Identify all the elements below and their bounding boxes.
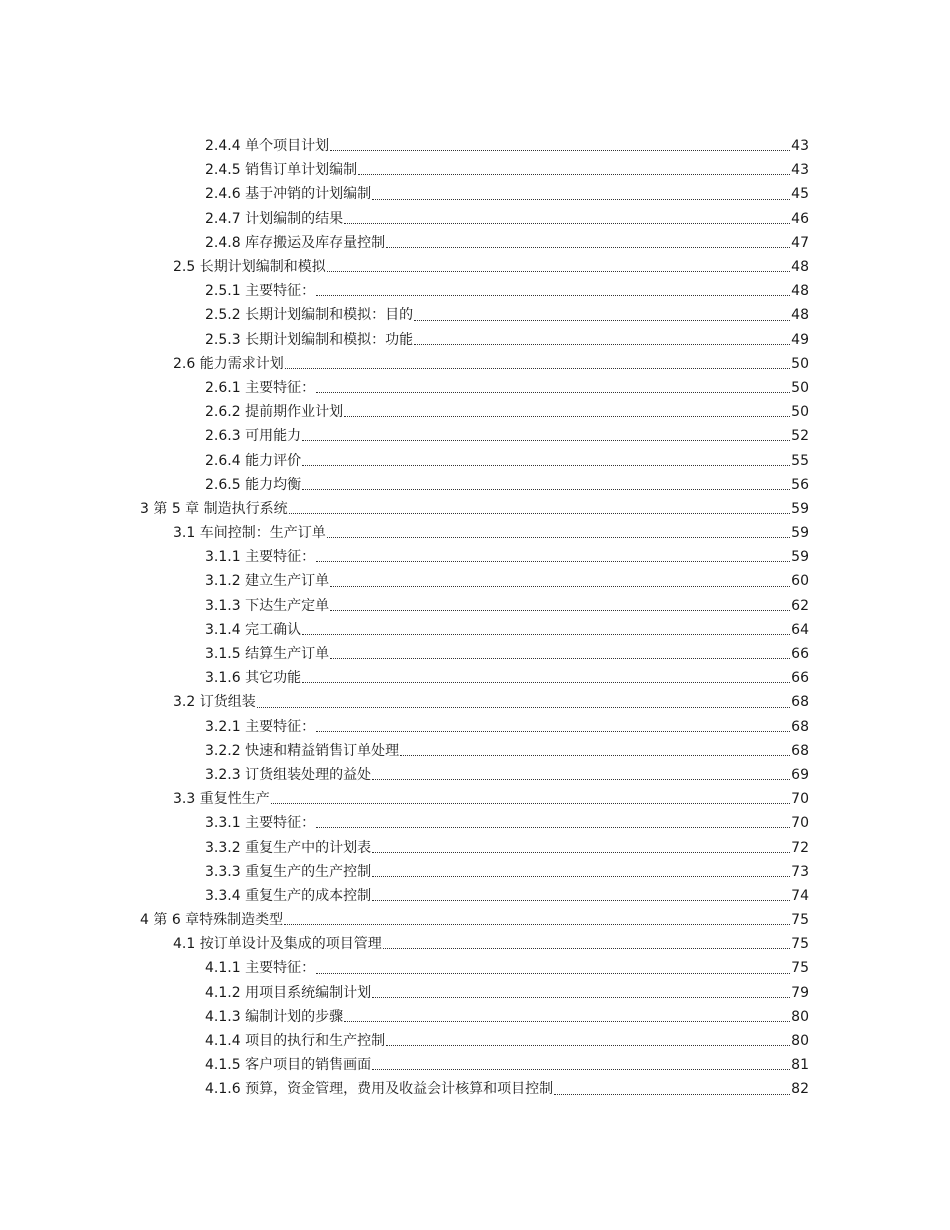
toc-entry-number: 3.2.1 bbox=[205, 718, 241, 735]
dot-leader bbox=[316, 972, 790, 974]
toc-entry-number: 3.1.4 bbox=[205, 621, 241, 638]
dot-leader bbox=[330, 585, 790, 587]
toc-entry-title: 长期计划编制和模拟 bbox=[199, 259, 326, 276]
toc-entry-title: 库存搬运及库存量控制 bbox=[245, 234, 386, 251]
dot-leader bbox=[386, 246, 790, 248]
toc-entry-number: 2.5.2 bbox=[205, 307, 241, 324]
toc-entry[interactable] bbox=[0, 352, 950, 376]
toc-entry-title: 主要特征： bbox=[245, 549, 316, 566]
dot-leader bbox=[289, 512, 791, 514]
toc-entry-page: 60 bbox=[791, 573, 809, 590]
toc-entry-number: 2.4.5 bbox=[205, 162, 241, 179]
toc-entry[interactable] bbox=[0, 497, 950, 521]
toc-entry[interactable] bbox=[0, 884, 950, 908]
toc-entry-title: 主要特征： bbox=[245, 283, 316, 300]
dot-leader bbox=[302, 681, 790, 683]
toc-entry-number: 3.3.3 bbox=[205, 863, 241, 880]
toc-entry-page: 43 bbox=[791, 138, 809, 155]
toc-entry-number: 2.4.8 bbox=[205, 234, 241, 251]
dot-leader bbox=[372, 198, 790, 200]
toc-entry-page: 48 bbox=[791, 259, 809, 276]
toc-entry-page: 79 bbox=[791, 984, 809, 1001]
toc-entry-page: 48 bbox=[791, 283, 809, 300]
dot-leader bbox=[316, 294, 790, 296]
dot-leader bbox=[554, 1093, 790, 1095]
toc-entry-page: 75 bbox=[791, 960, 809, 977]
toc-entry-page: 70 bbox=[791, 815, 809, 832]
toc-entry-title: 预算，资金管理，费用及收益会计核算和项目控制 bbox=[245, 1081, 554, 1098]
toc-entry[interactable] bbox=[0, 424, 950, 448]
toc-entry-number: 2.6.4 bbox=[205, 452, 241, 469]
dot-leader bbox=[327, 270, 790, 272]
toc-entry[interactable] bbox=[0, 134, 950, 158]
toc-entry-title: 其它功能 bbox=[245, 670, 302, 687]
dot-leader bbox=[344, 1020, 790, 1022]
dot-leader bbox=[372, 996, 790, 998]
toc-entry-title: 单个项目计划 bbox=[245, 138, 330, 155]
toc-entry[interactable] bbox=[0, 569, 950, 593]
toc-entry-title: 下达生产定单 bbox=[245, 597, 330, 614]
toc-entry-page: 82 bbox=[791, 1081, 809, 1098]
toc-entry-title: 基于冲销的计划编制 bbox=[245, 186, 372, 203]
toc-entry-number: 4.1.1 bbox=[205, 960, 241, 977]
toc-entry-number: 2.6.5 bbox=[205, 476, 241, 493]
toc-entry[interactable] bbox=[0, 448, 950, 472]
toc-entry-number: 4.1.3 bbox=[205, 1008, 241, 1025]
toc-entry-page: 49 bbox=[791, 331, 809, 348]
toc-entry-number: 3.1.3 bbox=[205, 597, 241, 614]
toc-entry-title: 主要特征： bbox=[245, 815, 316, 832]
toc-entry-page: 50 bbox=[791, 355, 809, 372]
toc-entry-title: 重复生产的成本控制 bbox=[245, 887, 372, 904]
toc-entry-number: 2.4.4 bbox=[205, 138, 241, 155]
toc-entry-page: 66 bbox=[791, 670, 809, 687]
toc-entry-page: 64 bbox=[791, 621, 809, 638]
toc-entry[interactable] bbox=[0, 932, 950, 956]
toc-entry-title: 主要特征： bbox=[245, 379, 316, 396]
toc-entry-page: 75 bbox=[791, 936, 809, 953]
toc-entry-title: 第 5 章 制造执行系统 bbox=[153, 500, 288, 517]
toc-entry-number: 3.3.1 bbox=[205, 815, 241, 832]
toc-entry-title: 订货组装 bbox=[199, 694, 256, 711]
toc-entry-number: 2.4.6 bbox=[205, 186, 241, 203]
dot-leader bbox=[302, 464, 790, 466]
dot-leader bbox=[344, 415, 790, 417]
toc-entry-title: 建立生产订单 bbox=[245, 573, 330, 590]
toc-entry-page: 70 bbox=[791, 791, 809, 808]
toc-entry-number: 4.1.2 bbox=[205, 984, 241, 1001]
toc-entry-title: 用项目系统编制计划 bbox=[245, 984, 372, 1001]
toc-entry-title: 长期计划编制和模拟：目的 bbox=[245, 307, 414, 324]
toc-entry-title: 能力均衡 bbox=[245, 476, 302, 493]
toc-entry-number: 3.1.1 bbox=[205, 549, 241, 566]
toc-entry-page: 45 bbox=[791, 186, 809, 203]
toc-entry[interactable] bbox=[0, 981, 950, 1005]
toc-entry-number: 2.6 bbox=[173, 355, 196, 372]
toc-entry[interactable] bbox=[0, 642, 950, 666]
dot-leader bbox=[302, 633, 790, 635]
toc-entry-title: 重复生产中的计划表 bbox=[245, 839, 372, 856]
toc-entry-title: 重复性生产 bbox=[199, 791, 270, 808]
dot-leader bbox=[316, 560, 790, 562]
toc-entry-number: 3.2.3 bbox=[205, 766, 241, 783]
toc-entry[interactable] bbox=[0, 376, 950, 400]
toc-entry[interactable] bbox=[0, 303, 950, 327]
toc-entry-page: 80 bbox=[791, 1033, 809, 1050]
toc-entry-page: 62 bbox=[791, 597, 809, 614]
dot-leader bbox=[285, 367, 790, 369]
toc-entry-page: 59 bbox=[791, 525, 809, 542]
toc-entry[interactable] bbox=[0, 231, 950, 255]
toc-entry-page: 59 bbox=[791, 549, 809, 566]
toc-entry-title: 订货组装处理的益处 bbox=[245, 766, 372, 783]
toc-entry-title: 按订单设计及集成的项目管理 bbox=[199, 936, 382, 953]
toc-entry-number: 4.1 bbox=[173, 936, 196, 953]
toc-entry[interactable] bbox=[0, 594, 950, 618]
toc-entry[interactable] bbox=[0, 1005, 950, 1029]
toc-entry-page: 69 bbox=[791, 766, 809, 783]
toc-entry[interactable] bbox=[0, 1077, 950, 1101]
toc-entry-page: 66 bbox=[791, 646, 809, 663]
toc-entry[interactable] bbox=[0, 1053, 950, 1077]
toc-entry-title: 计划编制的结果 bbox=[245, 210, 344, 227]
toc-entry[interactable] bbox=[0, 690, 950, 714]
toc-entry-page: 46 bbox=[791, 210, 809, 227]
table-of-contents bbox=[0, 134, 950, 1102]
toc-entry-title: 结算生产订单 bbox=[245, 646, 330, 663]
toc-entry-number: 3.2 bbox=[173, 694, 196, 711]
toc-entry-number: 2.6.1 bbox=[205, 379, 241, 396]
toc-entry[interactable] bbox=[0, 835, 950, 859]
dot-leader bbox=[330, 149, 790, 151]
toc-entry-page: 55 bbox=[791, 452, 809, 469]
toc-entry-number: 3.3 bbox=[173, 791, 196, 808]
toc-entry-page: 68 bbox=[791, 742, 809, 759]
dot-leader bbox=[414, 319, 790, 321]
toc-entry-page: 68 bbox=[791, 718, 809, 735]
toc-entry[interactable] bbox=[0, 207, 950, 231]
toc-entry-page: 80 bbox=[791, 1008, 809, 1025]
toc-entry-page: 72 bbox=[791, 839, 809, 856]
toc-entry[interactable] bbox=[0, 521, 950, 545]
dot-leader bbox=[372, 851, 790, 853]
dot-leader bbox=[414, 343, 790, 345]
toc-entry-title: 编制计划的步骤 bbox=[245, 1008, 344, 1025]
toc-entry-number: 3.1 bbox=[173, 525, 196, 542]
toc-entry-title: 完工确认 bbox=[245, 621, 302, 638]
dot-leader bbox=[284, 923, 790, 925]
toc-entry-title: 重复生产的生产控制 bbox=[245, 863, 372, 880]
toc-entry-number: 3.1.6 bbox=[205, 670, 241, 687]
toc-entry-number: 3.1.2 bbox=[205, 573, 241, 590]
toc-entry-number: 2.5.1 bbox=[205, 283, 241, 300]
dot-leader bbox=[383, 947, 790, 949]
toc-entry-number: 2.6.3 bbox=[205, 428, 241, 445]
toc-entry[interactable] bbox=[0, 1029, 950, 1053]
toc-entry[interactable] bbox=[0, 279, 950, 303]
toc-entry-number: 3 bbox=[140, 500, 149, 517]
toc-entry-title: 项目的执行和生产控制 bbox=[245, 1033, 386, 1050]
toc-entry-title: 提前期作业计划 bbox=[245, 404, 344, 421]
toc-entry-title: 能力需求计划 bbox=[199, 355, 284, 372]
toc-entry[interactable] bbox=[0, 400, 950, 424]
toc-entry-title: 长期计划编制和模拟：功能 bbox=[245, 331, 414, 348]
toc-entry-title: 车间控制：生产订单 bbox=[199, 525, 326, 542]
toc-entry[interactable] bbox=[0, 666, 950, 690]
toc-entry-number: 4.1.5 bbox=[205, 1057, 241, 1074]
dot-leader bbox=[302, 439, 790, 441]
toc-entry[interactable] bbox=[0, 618, 950, 642]
toc-entry-page: 73 bbox=[791, 863, 809, 880]
toc-entry[interactable] bbox=[0, 715, 950, 739]
dot-leader bbox=[372, 778, 790, 780]
toc-entry-title: 可用能力 bbox=[245, 428, 302, 445]
toc-entry-page: 50 bbox=[791, 404, 809, 421]
dot-leader bbox=[316, 391, 790, 393]
toc-entry-page: 48 bbox=[791, 307, 809, 324]
dot-leader bbox=[327, 536, 790, 538]
dot-leader bbox=[330, 609, 790, 611]
toc-entry[interactable] bbox=[0, 811, 950, 835]
toc-entry-page: 75 bbox=[791, 912, 809, 929]
toc-entry-page: 81 bbox=[791, 1057, 809, 1074]
dot-leader bbox=[271, 802, 790, 804]
toc-entry-page: 68 bbox=[791, 694, 809, 711]
toc-entry-title: 主要特征： bbox=[245, 960, 316, 977]
dot-leader bbox=[330, 657, 790, 659]
toc-entry[interactable] bbox=[0, 787, 950, 811]
dot-leader bbox=[372, 875, 790, 877]
toc-entry-number: 4 bbox=[140, 912, 149, 929]
toc-entry[interactable] bbox=[0, 182, 950, 206]
dot-leader bbox=[344, 222, 790, 224]
dot-leader bbox=[372, 1068, 790, 1070]
toc-entry[interactable] bbox=[0, 908, 950, 932]
dot-leader bbox=[316, 730, 790, 732]
toc-entry-number: 2.4.7 bbox=[205, 210, 241, 227]
toc-entry-number: 4.1.6 bbox=[205, 1081, 241, 1098]
toc-entry-page: 56 bbox=[791, 476, 809, 493]
toc-entry-number: 2.5.3 bbox=[205, 331, 241, 348]
toc-entry-number: 3.2.2 bbox=[205, 742, 241, 759]
toc-entry[interactable] bbox=[0, 956, 950, 980]
toc-entry-number: 2.5 bbox=[173, 259, 196, 276]
toc-entry-title: 主要特征： bbox=[245, 718, 316, 735]
toc-entry[interactable] bbox=[0, 545, 950, 569]
toc-entry-title: 销售订单计划编制 bbox=[245, 162, 358, 179]
toc-entry[interactable] bbox=[0, 763, 950, 787]
toc-entry[interactable] bbox=[0, 255, 950, 279]
toc-entry-number: 2.6.2 bbox=[205, 404, 241, 421]
toc-entry-number: 3.3.2 bbox=[205, 839, 241, 856]
dot-leader bbox=[372, 899, 790, 901]
toc-entry-number: 3.3.4 bbox=[205, 887, 241, 904]
toc-entry-number: 4.1.4 bbox=[205, 1033, 241, 1050]
dot-leader bbox=[316, 826, 790, 828]
toc-entry-page: 43 bbox=[791, 162, 809, 179]
toc-entry[interactable] bbox=[0, 328, 950, 352]
toc-entry[interactable] bbox=[0, 860, 950, 884]
dot-leader bbox=[400, 754, 790, 756]
toc-entry-title: 能力评价 bbox=[245, 452, 302, 469]
dot-leader bbox=[386, 1044, 790, 1046]
dot-leader bbox=[358, 173, 790, 175]
toc-entry-title: 快速和精益销售订单处理 bbox=[245, 742, 400, 759]
toc-entry-page: 52 bbox=[791, 428, 809, 445]
toc-entry[interactable] bbox=[0, 473, 950, 497]
dot-leader bbox=[257, 706, 790, 708]
toc-entry-page: 50 bbox=[791, 379, 809, 396]
toc-entry[interactable] bbox=[0, 739, 950, 763]
toc-entry[interactable] bbox=[0, 158, 950, 182]
toc-entry-page: 74 bbox=[791, 887, 809, 904]
toc-entry-number: 3.1.5 bbox=[205, 646, 241, 663]
toc-entry-page: 47 bbox=[791, 234, 809, 251]
dot-leader bbox=[302, 488, 790, 490]
toc-entry-page: 59 bbox=[791, 500, 809, 517]
toc-entry-title: 第 6 章特殊制造类型 bbox=[153, 912, 284, 929]
toc-entry-title: 客户项目的销售画面 bbox=[245, 1057, 372, 1074]
